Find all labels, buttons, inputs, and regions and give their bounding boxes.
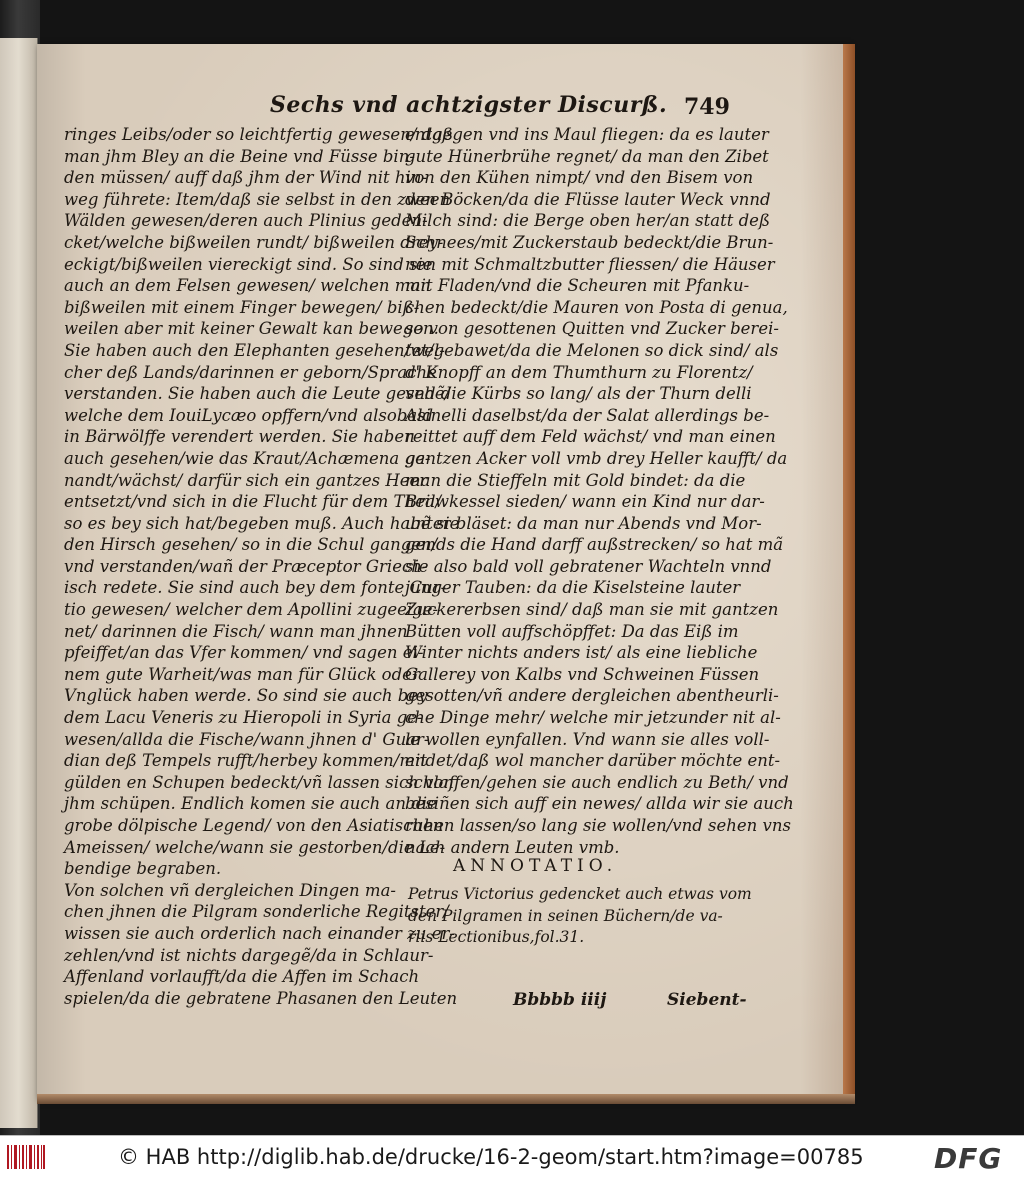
- text-line: Asinelli daselbst/da der Salat allerdings be-: [405, 405, 770, 425]
- text-line: Milch sind: die Berge oben her/an statt deß: [405, 211, 770, 231]
- text-line: che Dinge mehr/ welche mir jetzunder nit al-: [405, 708, 781, 728]
- text-line: gesotten/vñ andere dergleichen abentheurli-: [405, 686, 779, 706]
- barcode-icon: [6, 1143, 46, 1171]
- text-line: Vnglück haben werde. So sind sie auch bey: [64, 686, 428, 706]
- page-number: 749: [684, 94, 730, 120]
- text-line: sie also bald voll gebratener Wachteln vnnd: [405, 556, 772, 576]
- annotatio-line: Petrus Victorius gedencket auch etwas vom: [408, 885, 752, 903]
- text-line: ringes Leibs/oder so leichtfertig gewesen/ daß: [64, 125, 454, 144]
- text-line: unter bläset: da man nur Abends vnd Mor-: [405, 513, 762, 533]
- text-line: nandt/wächst/ darfür sich ein gantzes Heer: [64, 470, 428, 490]
- text-line: le wollen eynfallen. Vnd wann sie alles voll-: [405, 729, 770, 749]
- text-line: bißweilen mit einem Finger bewegen/ biß-: [64, 297, 420, 317]
- text-line: Bütten voll auffschöpffet: Da das Eiß im: [405, 621, 739, 641]
- text-line: d' Knopff an dem Thumthurn zu Florentz/: [405, 362, 753, 382]
- text-line: Wälden gewesen/deren auch Plinius geden-: [64, 211, 428, 231]
- text-line: nach andern Leuten vmb.: [405, 837, 620, 857]
- text-line: Brawkessel sieden/ wann ein Kind nur dar-: [405, 492, 765, 512]
- text-line: gülden en Schupen bedeckt/vñ lassen sich von: [64, 772, 454, 792]
- copyright-url[interactable]: © HAB http://diglib.hab.de/drucke/16-2-geom/start.htm?image=00785: [118, 1145, 864, 1169]
- text-line: von den Kühen nimpt/ vnd den Bisem von: [405, 168, 754, 188]
- text-line: Von solchen vñ dergleichen Dingen ma-: [64, 880, 396, 900]
- annotatio-line: den Pilgramen in seinen Büchern/de va-: [408, 906, 723, 925]
- text-line: wissen sie auch orderlich nach einander zu er-: [64, 923, 455, 943]
- text-line: in Bärwölffe verendert werden. Sie haben: [64, 427, 415, 447]
- page-bottom-edge: [37, 1094, 855, 1104]
- text-line: chen bedeckt/die Mauren von Posta di genua,: [405, 297, 788, 317]
- text-line: gends die Hand darff außstrecken/ so hat mã: [405, 535, 784, 555]
- annotatio-text: [408, 884, 752, 949]
- text-line: so von gesottenen Quitten vnd Zucker berei-: [405, 319, 779, 339]
- text-line: isch redete. Sie sind auch bey dem fonte Cur-: [64, 578, 447, 598]
- text-line: bendige begraben.: [64, 859, 222, 879]
- text-line: junger Tauben: da die Kiselsteine lauter: [405, 578, 741, 598]
- text-line: weg führete: Item/daß sie selbst in den zween: [64, 189, 451, 209]
- text-line: gute Hünerbrühe regnet/ da man den Zibet: [405, 146, 769, 166]
- running-head: Sechs vnd achtzigster Discurß.: [270, 92, 668, 118]
- annotatio-heading: ANNOTATIO.: [453, 856, 618, 876]
- right-text-column: [405, 124, 794, 858]
- text-line: Sie haben auch den Elephanten gesehen/wel-: [64, 340, 445, 360]
- text-line: cher deß Lands/darinnen er geborn/Sprache: [64, 362, 437, 382]
- text-line: spielen/da die gebratene Phasanen den Leuten: [64, 988, 458, 1008]
- text-line: Schnees/mit Zuckerstaub bedeckt/die Brun-: [405, 232, 774, 252]
- text-line: tet/gebawet/da die Melonen so dick sind/ als: [405, 340, 779, 360]
- text-line: man die Stieffeln mit Gold bindet: da die: [405, 470, 746, 490]
- text-line: den müssen/ auff daß jhm der Wind nit hin-: [64, 168, 428, 188]
- text-line: weilen aber mit keiner Gewalt kan bewegen.: [64, 319, 439, 339]
- text-line: schlaffen/gehen sie auch endlich zu Beth/ vnd: [405, 772, 789, 792]
- left-text-column: [64, 124, 460, 1009]
- text-line: reittet auff dem Feld wächst/ vnd man einen: [405, 427, 776, 447]
- text-line: auch gesehen/wie das Kraut/Achæmena ge-: [64, 448, 431, 468]
- text-line: Affenland vorlaufft/da die Affen im Schach: [64, 967, 420, 987]
- text-line: besiñen sich auff ein newes/ allda wir sie auch: [405, 794, 794, 814]
- text-line: net/ darinnen die Fisch/ wann man jhnen: [64, 621, 408, 641]
- text-line: ruhen lassen/so lang sie wollen/vnd sehen vns: [405, 816, 791, 835]
- text-line: auch an dem Felsen gewesen/ welchen man: [64, 276, 431, 296]
- text-line: tio gewesen/ welcher dem Apollini zugeeige-: [64, 600, 439, 620]
- text-line: wesen/allda die Fische/wann jhnen d' Guar-: [64, 729, 430, 749]
- text-line: grobe dölpische Legend/ von den Asiatischen: [64, 816, 444, 835]
- text-line: vnd die Kürbs so lang/ als der Thurn delli: [405, 384, 752, 404]
- text-line: entgegen vnd ins Maul fliegen: da es lauter: [405, 125, 769, 144]
- text-line: man jhm Bley an die Beine vnd Füsse bin-: [64, 146, 415, 166]
- page-fore-edge: [843, 44, 855, 1098]
- previous-page-edge: [0, 38, 38, 1128]
- text-line: Zuckererbsen sind/ daß man sie mit gantzen: [405, 600, 779, 620]
- text-line: gantzen Acker voll vmb drey Heller kaufft/ da: [405, 448, 788, 468]
- text-line: Gallerey von Kalbs vnd Schweinen Füssen: [405, 664, 760, 684]
- footer-bar: [0, 1135, 1024, 1178]
- signature-mark: Bbbbb iiij: [513, 990, 607, 1010]
- text-line: dian deß Tempels rufft/herbey kommen/mit: [64, 751, 427, 771]
- text-line: verstanden. Sie haben auch die Leute gesehẽ/: [64, 384, 451, 404]
- text-line: dem Lacu Veneris zu Hieropoli in Syria ge-: [64, 708, 423, 728]
- text-line: so es bey sich hat/begeben muß. Auch habẽ sie: [64, 513, 460, 533]
- text-line: jhm schüpen. Endlich komen sie auch an die: [64, 794, 437, 814]
- text-line: vnd verstanden/wañ der Præceptor Griech-: [64, 556, 428, 576]
- text-line: Winter nichts anders ist/ als eine liebliche: [405, 643, 758, 663]
- text-line: cket/welche bißweilen rundt/ bißweilen drey-: [64, 232, 444, 252]
- text-line: eckigt/bißweilen viereckigt sind. So sind sie: [64, 254, 433, 274]
- text-line: den Böcken/da die Flüsse lauter Weck vnnd: [405, 189, 771, 209]
- text-line: nem gute Warheit/was man für Glück oder: [64, 664, 420, 684]
- annotatio-line: riis Lectionibus,fol.31.: [408, 928, 585, 947]
- text-line: pfeiffet/an das Vfer kommen/ vnd sagen ei-: [64, 643, 424, 663]
- text-line: chen jhnen die Pilgram sonderliche Regitster/: [64, 902, 449, 922]
- text-line: welche dem IouiLycæo opffern/vnd alsobald: [64, 405, 434, 425]
- text-line: den Hirsch gesehen/ so in die Schul gangen/: [64, 535, 438, 555]
- dfg-logo: DFG: [934, 1142, 1003, 1175]
- catchword: Siebent-: [667, 990, 747, 1010]
- text-line: nen mit Schmaltzbutter fliessen/ die Häuser: [405, 254, 775, 274]
- text-line: zehlen/vnd ist nichts dargegẽ/da in Schlaur-: [64, 945, 434, 965]
- text-line: endet/daß wol mancher darüber möchte ent-: [405, 751, 781, 771]
- text-line: Ameissen/ welche/wann sie gestorben/die Le-: [64, 837, 446, 857]
- text-line: mit Fladen/vnd die Scheuren mit Pfanku-: [405, 276, 750, 296]
- text-line: entsetzt/vnd sich in die Flucht für dem Theil/: [64, 492, 442, 512]
